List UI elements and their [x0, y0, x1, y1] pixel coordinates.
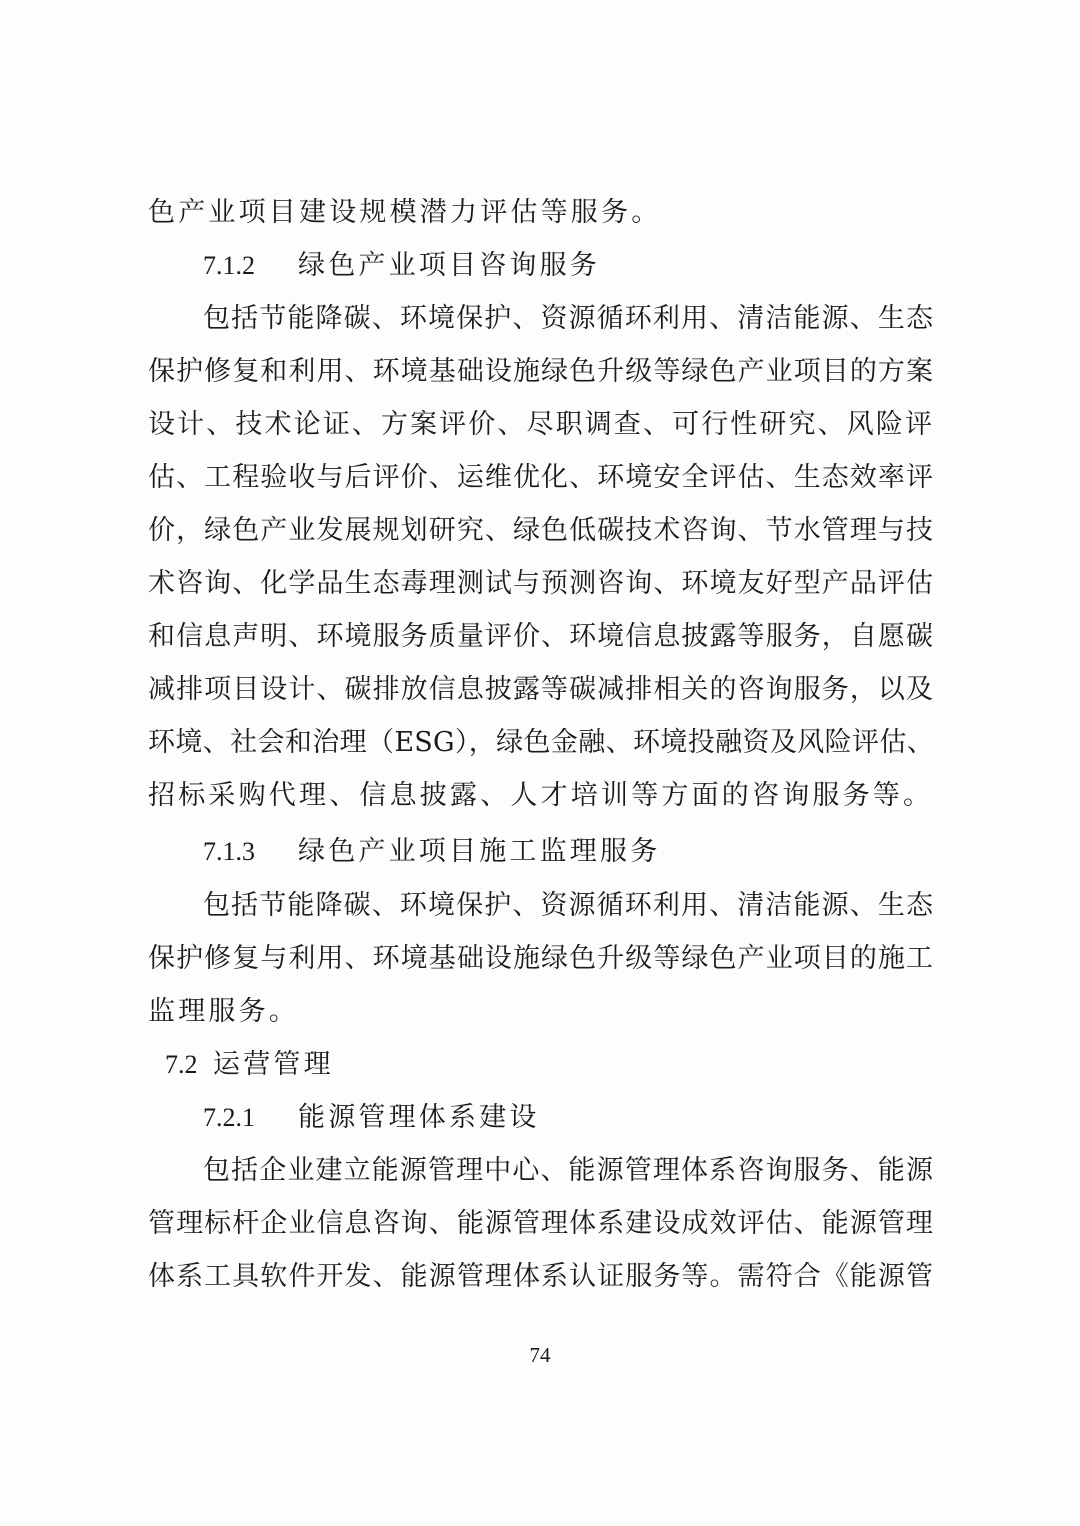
- paragraph-line: 色产业项目建设规模潜力评估等服务。: [148, 197, 662, 228]
- paragraph-line: 包括企业建立能源管理中心、能源管理体系咨询服务、能源: [203, 1155, 934, 1186]
- section-heading-7-2: [165, 1045, 334, 1085]
- paragraph-line: 估、工程验收与后评价、运维优化、环境安全评估、生态效率评: [148, 462, 934, 493]
- paragraph-line: 保护修复和利用、环境基础设施绿色升级等绿色产业项目的方案: [148, 356, 934, 387]
- section-heading-7-1-3: [203, 832, 660, 872]
- paragraph-line: 减排项目设计、碳排放信息披露等碳减排相关的咨询服务，以及: [148, 674, 934, 705]
- paragraph-line: 管理标杆企业信息咨询、能源管理体系建设成效评估、能源管理: [148, 1208, 934, 1239]
- paragraph-line: 术咨询、化学品生态毒理测试与预测咨询、环境友好型产品评估: [148, 568, 934, 599]
- page-number: 74: [529, 1343, 551, 1367]
- paragraph-line: 包括节能降碳、环境保护、资源循环利用、清洁能源、生态: [203, 303, 934, 334]
- section-title: 绿色产业项目施工监理服务: [298, 836, 661, 867]
- paragraph-line: 环境、社会和治理（ESG），绿色金融、环境投融资及风险评估、: [148, 727, 934, 758]
- section-number: 7.2: [165, 1050, 198, 1079]
- paragraph-line: 包括节能降碳、环境保护、资源循环利用、清洁能源、生态: [203, 890, 934, 921]
- paragraph-line: 体系工具软件开发、能源管理体系认证服务等。需符合《能源管: [148, 1261, 934, 1292]
- section-heading-7-2-1: [203, 1098, 540, 1138]
- paragraph-line: 监理服务。: [148, 996, 299, 1027]
- section-heading-7-1-2: [203, 246, 600, 286]
- paragraph-line: 招标采购代理、信息披露、人才培训等方面的咨询服务等。: [148, 780, 934, 811]
- section-title: 能源管理体系建设: [298, 1102, 540, 1133]
- section-number: 7.1.3: [203, 837, 255, 866]
- section-number: 7.2.1: [203, 1103, 255, 1132]
- paragraph-line: 保护修复与利用、环境基础设施绿色升级等绿色产业项目的施工: [148, 943, 934, 974]
- paragraph-line: 设计、技术论证、方案评价、尽职调查、可行性研究、风险评: [148, 409, 934, 440]
- section-number: 7.1.2: [203, 251, 255, 280]
- section-title: 绿色产业项目咨询服务: [298, 250, 600, 281]
- section-title: 运营管理: [213, 1049, 334, 1080]
- paragraph-line: 价，绿色产业发展规划研究、绿色低碳技术咨询、节水管理与技: [148, 515, 934, 546]
- paragraph-line: 和信息声明、环境服务质量评价、环境信息披露等服务，自愿碳: [148, 621, 934, 652]
